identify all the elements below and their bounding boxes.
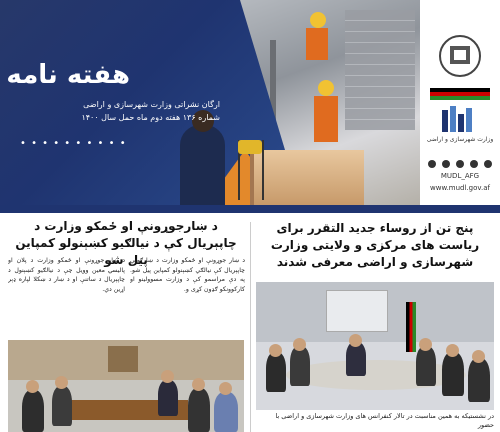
attendee — [158, 380, 178, 416]
decorative-dots: • • • • • • • • • • — [20, 138, 127, 149]
telegram-icon[interactable] — [484, 160, 492, 168]
logo-panel — [420, 0, 500, 205]
masthead-subtitle: ارگان نشراتی وزارت شهرسازی و اراضی — [83, 100, 220, 109]
social-handle[interactable]: MUDL_AFG — [440, 172, 480, 180]
conference-table — [286, 360, 466, 390]
left-article-headline: د ښارجوړونې او ځمکو وزارت د چاپېريال کې د نيالګيو کښېنولو کمپاين پيل شو — [15, 219, 237, 267]
attendee — [188, 388, 210, 432]
wall-frame — [108, 346, 138, 372]
attendee — [290, 346, 310, 386]
social-icons — [428, 160, 492, 168]
ministry-name: وزارت شهرسازی و اراضی — [426, 136, 494, 143]
right-article-caption: در نشستیکه به همین مناسبت در تالار کنفرانس های وزارت شهرسازی و اراضی با حضور — [275, 412, 494, 429]
attendee — [52, 386, 72, 426]
attendee-head — [293, 338, 306, 351]
website-link[interactable]: www.mudl.gov.af — [430, 184, 490, 192]
masthead-banner — [0, 0, 500, 205]
attendee-head — [161, 370, 174, 383]
worker-vest-image — [314, 96, 338, 142]
attendee-head — [446, 344, 459, 357]
event-photo — [8, 340, 244, 432]
engineer-image — [180, 125, 225, 205]
afghanistan-emblem-icon — [438, 32, 482, 80]
attendee — [22, 390, 44, 432]
mudl-logo-icon — [438, 104, 482, 134]
attendee-head — [55, 376, 68, 389]
attendee-head — [26, 380, 39, 393]
attendee-head — [269, 344, 282, 357]
attendee — [266, 352, 286, 392]
apartment-buildings-image — [250, 150, 364, 205]
theodolite-image — [238, 140, 262, 154]
left-article-body-column: د ښار جوړونې او ځمکو وزارت د پلان او پاليسۍ معين وويل چې د نيالګيو کښېنول د چاپېريال د ساتنې او د ښار د ښکلا لپاره ډېر اړين دي. — [8, 257, 125, 293]
column-divider — [250, 222, 251, 432]
attendee — [442, 352, 464, 396]
attendee-head — [192, 378, 205, 391]
attendee — [468, 358, 490, 402]
youtube-icon[interactable] — [456, 160, 464, 168]
attendee-head — [419, 338, 432, 351]
attendee — [346, 342, 366, 376]
header-divider-bar — [0, 205, 500, 213]
twitter-icon[interactable] — [442, 160, 450, 168]
worker-helmet-image — [318, 80, 334, 96]
attendee — [214, 392, 238, 432]
instagram-icon[interactable] — [470, 160, 478, 168]
worker-helmet-image — [310, 12, 326, 28]
worker-vest-image — [306, 28, 328, 60]
issue-info: شماره ۱۳۶ هفته دوم ماه حمل سال ۱۴۰۰ — [81, 113, 220, 122]
attendee-head — [219, 382, 232, 395]
attendee-head — [472, 350, 485, 363]
attendee — [416, 346, 436, 386]
right-article-headline: پنج تن از روساء جدید التقرر برای ریاست های مرکزی و ولایتی وزارت شهرسازی و اراضی معرفی شدند — [270, 221, 480, 269]
flag-green-stripe — [430, 96, 490, 100]
facebook-icon[interactable] — [428, 160, 436, 168]
left-article-body-column: د ښار جوړونې او ځمکو وزارت د ښارګوټي چاپېريال کې نيالګي کښېنولو کمپاين پيل شو. په دې مراسمو کې د وزارت مسوولينو او کارکوونکو ګډون کړی و. — [130, 257, 245, 293]
masthead-title: هفته نامه — [6, 60, 130, 90]
attendee-head — [349, 334, 362, 347]
flag-image — [406, 302, 416, 352]
brick-wall-image — [345, 10, 415, 130]
ministry-banner — [326, 290, 388, 332]
meeting-photo — [256, 282, 494, 410]
